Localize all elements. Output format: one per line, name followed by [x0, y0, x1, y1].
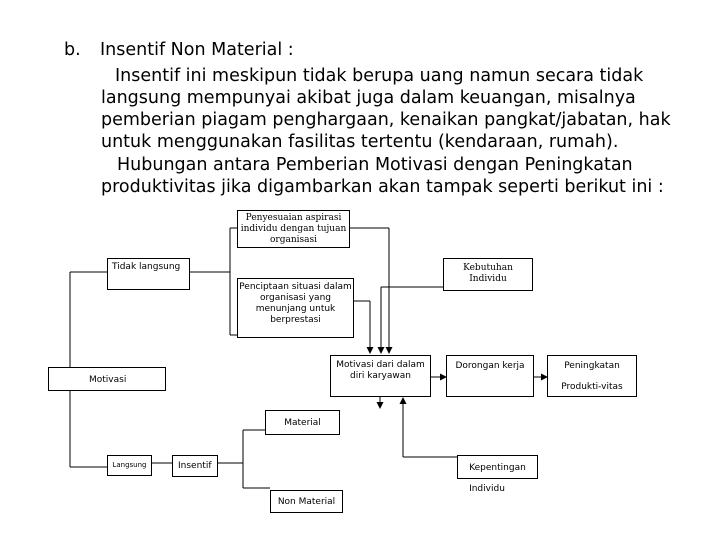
paragraph-line: untuk menggunakan fasilitas tertentu (kendaraan, rumah).	[101, 132, 619, 152]
penciptaan-box	[237, 278, 354, 338]
kepentingan-box	[457, 455, 538, 479]
paragraph-line: Insentif ini meskipun tidak berupa uang namun secara tidak	[115, 66, 644, 86]
penciptaan-line: Penciptaan situasi dalam	[239, 282, 352, 292]
motivasi-box	[48, 367, 166, 391]
paragraph-line: langsung mempunyai akibat juga dalam keuangan, misalnya	[101, 88, 636, 108]
insentif-label: Insentif	[178, 461, 212, 471]
penciptaan-line: berprestasi	[270, 315, 321, 325]
tidak-langsung-label: Tidak langsung	[112, 262, 181, 272]
tidak-langsung-box	[107, 258, 190, 290]
non-material-label: Non Material	[277, 497, 336, 507]
material-label: Material	[284, 418, 321, 428]
material-box	[265, 410, 340, 435]
peningkatan-line: Produkti-vitas	[561, 382, 623, 392]
kepentingan-individu-label: Individu	[469, 484, 505, 494]
penyesuaian-line: individu dengan tujuan	[240, 224, 347, 234]
non-material-box	[270, 490, 343, 513]
motivasi-dalam-line: Motivasi dari dalam	[336, 360, 425, 370]
penyesuaian-line: organisasi	[269, 235, 317, 245]
kebutuhan-line: Individu	[469, 274, 507, 284]
penciptaan-line: menunjang untuk	[255, 304, 336, 314]
peningkatan-box	[547, 355, 637, 397]
langsung-box	[107, 455, 152, 476]
insentif-box	[172, 455, 218, 477]
motivasi-label: Motivasi	[89, 375, 127, 385]
paragraph-line: pemberian piagam penghargaan, kenaikan pangkat/jabatan, hak	[101, 110, 671, 130]
kepentingan-label: Kepentingan	[469, 463, 526, 473]
paragraph-line: Hubungan antara Pemberian Motivasi dengan Peningkatan	[117, 155, 633, 175]
paragraph-line: produktivitas jika digambarkan akan tampak seperti berikut ini :	[101, 177, 664, 197]
langsung-label: Langsung	[112, 461, 147, 469]
list-marker: b.	[64, 40, 81, 60]
penciptaan-line: organisasi yang	[260, 293, 331, 303]
motivasi-dalam-line: diri karyawan	[350, 371, 411, 381]
penyesuaian-line: Penyesuaian aspirasi	[245, 213, 342, 223]
dorongan-label: Dorongan kerja	[455, 361, 525, 371]
penyesuaian-box	[237, 210, 350, 248]
dorongan-box	[446, 355, 534, 397]
peningkatan-line: Peningkatan	[564, 361, 620, 371]
section-title: Insentif Non Material :	[100, 40, 294, 60]
motivasi-dalam-box	[330, 355, 431, 397]
kebutuhan-line: Kebutuhan	[463, 263, 513, 273]
kebutuhan-box	[443, 258, 533, 291]
